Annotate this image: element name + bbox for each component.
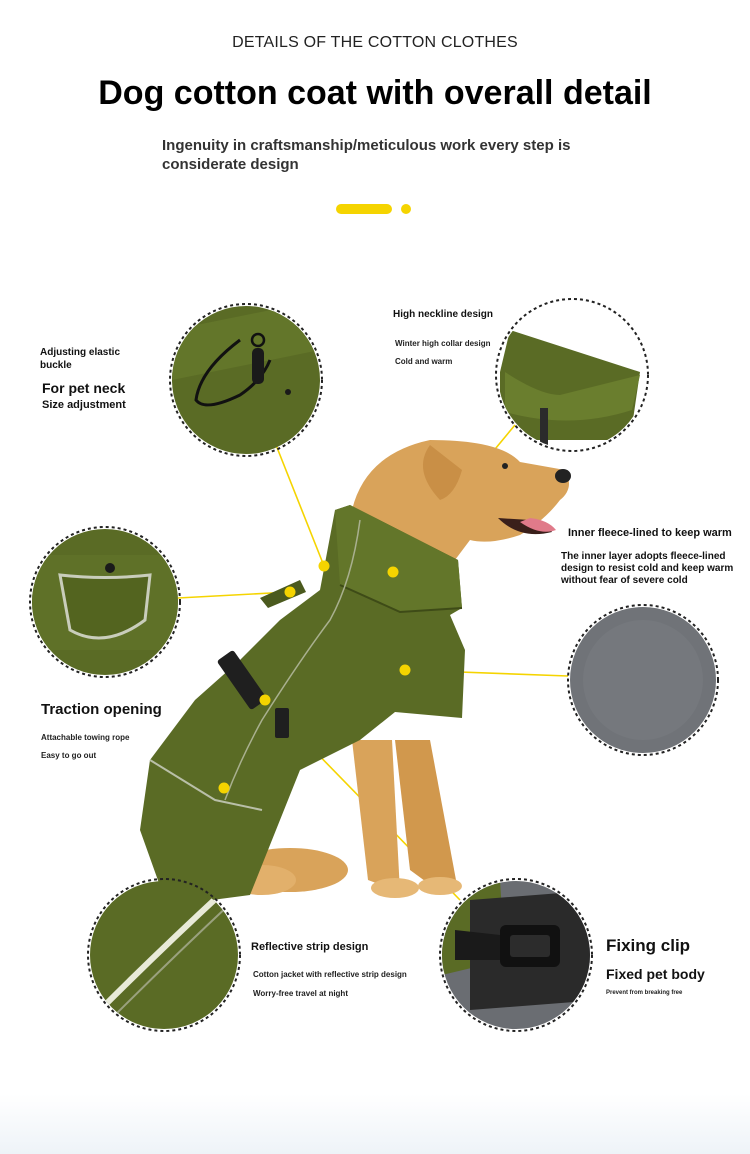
- reflective-title: Reflective strip design: [251, 941, 369, 953]
- reflective-detail-circle: [88, 879, 240, 1031]
- clip-desc: Prevent from breaking free: [606, 990, 683, 996]
- buckle-title-line1: Adjusting elastic: [40, 347, 121, 358]
- buckle-desc: Size adjustment: [42, 399, 126, 411]
- reflective-line1: Cotton jacket with reflective strip design: [253, 970, 407, 979]
- fleece-title: Inner fleece-lined to keep warm: [568, 527, 732, 539]
- neckline-title: High neckline design: [393, 309, 494, 320]
- section-kicker: DETAILS OF THE COTTON CLOTHES: [232, 34, 518, 51]
- reflective-line2: Worry-free travel at night: [253, 989, 348, 998]
- buckle-title-line2: buckle: [40, 360, 72, 371]
- fleece-line2: design to resist cold and keep warm: [561, 563, 734, 574]
- traction-line2: Easy to go out: [41, 751, 97, 760]
- clip-detail-circle: [440, 879, 600, 1031]
- neckline-detail-circle: [496, 299, 648, 451]
- clip-title: Fixing clip: [606, 936, 691, 955]
- page-subtitle: Ingenuity in craftsmanship/meticulous work every step is considerate design: [162, 137, 571, 173]
- fleece-detail-circle: [568, 605, 718, 755]
- page-title: Dog cotton coat with overall detail: [98, 74, 652, 112]
- traction-detail-circle: [30, 527, 180, 677]
- fleece-line1: The inner layer adopts fleece-lined: [561, 551, 726, 562]
- traction-line1: Attachable towing rope: [41, 733, 130, 742]
- bottom-fade: [0, 1094, 750, 1154]
- buckle-heading: For pet neck: [42, 380, 126, 396]
- buckle-detail-circle: [170, 300, 322, 456]
- neckline-line1: Winter high collar design: [395, 339, 491, 348]
- clip-heading: Fixed pet body: [606, 966, 705, 982]
- neckline-line2: Cold and warm: [395, 357, 453, 366]
- fleece-line3: without fear of severe cold: [561, 575, 688, 586]
- traction-title: Traction opening: [41, 701, 162, 718]
